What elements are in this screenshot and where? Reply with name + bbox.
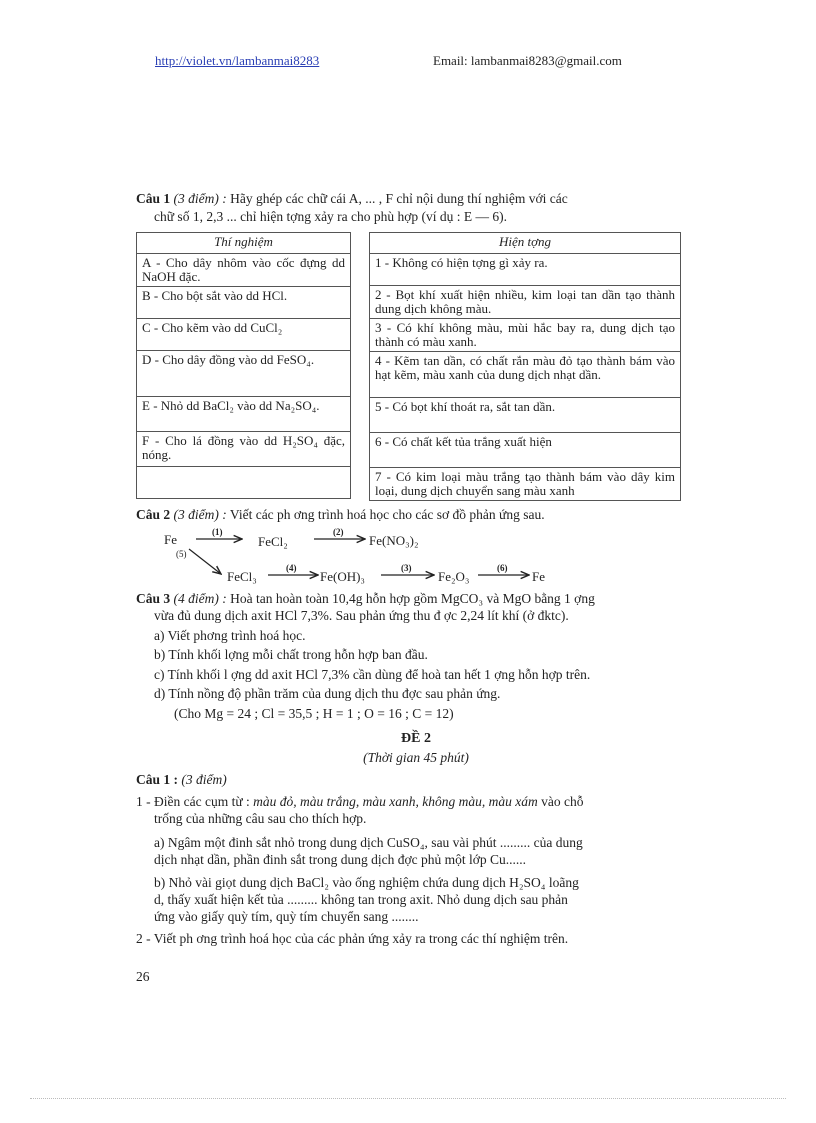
experiment-b: B - Cho bột sắt vào dd HCl. [137,287,351,319]
step-4-label: (4) [286,563,297,573]
de2-cau1 [136,771,227,788]
de2-item1-line2: trống của những câu sau cho thích hợp. [154,811,367,826]
experiments-header: Thí nghiệm [137,233,351,254]
cau1-points: (3 điểm) : [173,191,227,206]
scheme-fecl3: FeCl₃ [227,569,257,584]
de2-cau1-title: Câu 1 : [136,772,179,787]
scheme-fe2o3: Fe₂O₃ [438,569,470,584]
cau1-title: Câu 1 [136,191,171,206]
cau3-text1: Hoà tan hoàn toàn 10,4g hỗn hợp gồm MgCO₃ và MgO bằng 1 ợng [230,591,595,606]
experiment-c: C - Cho kẽm vào dd CuCl₂ [137,319,351,351]
header-link[interactable]: http://violet.vn/lambanmai8283 [155,53,320,68]
cau3-points: (4 điểm) : [173,591,227,606]
cau3-a: a) Viết phơng trình hoá học. [154,628,306,643]
step-2-label: (2) [333,527,344,537]
scheme-feoh3: Fe(OH)₃ [320,569,365,584]
cau3-line1 [136,590,681,607]
experiment-e: E - Nhỏ dd BaCl₂ vào dd Na₂SO₄. [137,397,351,432]
de2-b-line2: d, thấy xuất hiện kết tủa ......... không tan trong axit. Nhỏ dung dịch sau phản [154,892,568,907]
de2-b-line3: ứng vào giấy quỳ tím, quỳ tím chuyển sang ........ [154,909,419,924]
phenomenon-1: 1 - Không có hiện tợng gì xảy ra. [370,254,681,286]
header-email: Email: lambanmai8283@gmail.com [433,53,622,68]
cau2-points: (3 điểm) : [173,507,227,522]
step-3-label: (3) [401,563,412,573]
phenomenon-4: 4 - Kẽm tan dần, có chất rắn màu đỏ tạo thành bám vào hạt kẽm, màu xanh của dung dịch nhạt dần. [370,352,681,398]
step-1-label: (1) [212,527,223,537]
cau3-line2: vừa đủ dung dịch axit HCl 7,3%. Sau phản ứng thu đ ợc 2,24 lít khí (ở đktc). [154,608,569,623]
cau3-b: b) Tính khối lợng mỗi chất trong hỗn hợp ban đầu. [154,647,428,662]
de2-item2: 2 - Viết ph ơng trình hoá học của các phản ứng xảy ra trong các thí nghiệm trên. [136,931,569,946]
de2-item1-words: màu đỏ, màu trắng, màu xanh, không màu, màu xám [253,794,538,809]
de2-time: (Thời gian 45 phút) [363,750,469,765]
phenomenon-7: 7 - Có kim loại màu trắng tạo thành bám vào dây kim loại, dung dịch chuyển sang màu xanh [370,468,681,501]
phenomenon-3: 3 - Có khí không màu, mùi hắc bay ra, dung dịch tạo thành có màu xanh. [370,319,681,352]
cau3-c: c) Tính khối l ợng dd axit HCl 7,3% cần dùng để hoà tan hết 1 ợng hỗn hợp trên. [154,667,591,682]
cau3-d: d) Tính nồng độ phần trăm của dung dịch thu đợc sau phản ứng. [154,686,501,701]
de2-item1-rest1: vào chỗ [541,794,584,809]
de2-item1-intro: 1 - Điền các cụm từ : [136,794,250,809]
de2-title: ĐỀ 2 [401,731,431,746]
scheme-fe: Fe [164,532,177,547]
experiment-d: D - Cho dây đồng vào dd FeSO₄. [137,351,351,397]
scheme-fecl2: FeCl₂ [258,534,288,549]
de2-b-line1: b) Nhỏ vài giọt dung dịch BaCl₂ vào ống nghiệm chứa dung dịch H₂SO₄ loãng [154,875,579,890]
bottom-divider [30,1098,786,1099]
experiment-f: F - Cho lá đồng vào dd H₂SO₄ đặc, nóng. [137,432,351,467]
cau2-title: Câu 2 [136,507,171,522]
de2-a-line2: dịch nhạt dần, phần đinh sắt trong dung dịch đợc phủ một lớp Cu...... [154,852,526,867]
step-5-label: (5) [176,549,187,559]
cau2-text: Viết các ph ơng trình hoá học cho các sơ đồ phản ứng sau. [229,507,545,522]
arrow-5 [189,549,221,574]
phenomena-header: Hiện tợng [370,233,681,254]
experiment-a: A - Cho dây nhôm vào cốc đựng dd NaOH đặc. [137,254,351,287]
phenomenon-5: 5 - Có bọt khí thoát ra, sắt tan dần. [370,398,681,433]
de2-cau1-points: (3 điểm) [181,772,227,787]
phenomenon-2: 2 - Bọt khí xuất hiện nhiều, kim loại tan dần tạo thành dung dịch không màu. [370,286,681,319]
page-number: 26 [136,969,150,984]
cau1-line2: chữ số 1, 2,3 ... chỉ hiện tợng xảy ra cho phù hợp (ví dụ : E — 6). [154,209,508,224]
phenomenon-6: 6 - Có chất kết tủa trắng xuất hiện [370,433,681,468]
de2-item1-line1 [136,793,681,810]
scheme-feno3: Fe(NO₃)₂ [369,533,419,548]
cau3-title: Câu 3 [136,591,171,606]
cau3-given: (Cho Mg = 24 ; Cl = 35,5 ; H = 1 ; O = 16 ; C = 12) [174,706,454,721]
scheme-fe-end: Fe [532,569,545,584]
step-6-label: (6) [497,563,508,573]
de2-a-line1: a) Ngâm một đinh sắt nhỏ trong dung dịch CuSO₄, sau vài phút ......... của dung [154,835,583,850]
cau1-text1: Hãy ghép các chữ cái A, ... , F chỉ nội dung thí nghiệm với các [230,191,568,206]
